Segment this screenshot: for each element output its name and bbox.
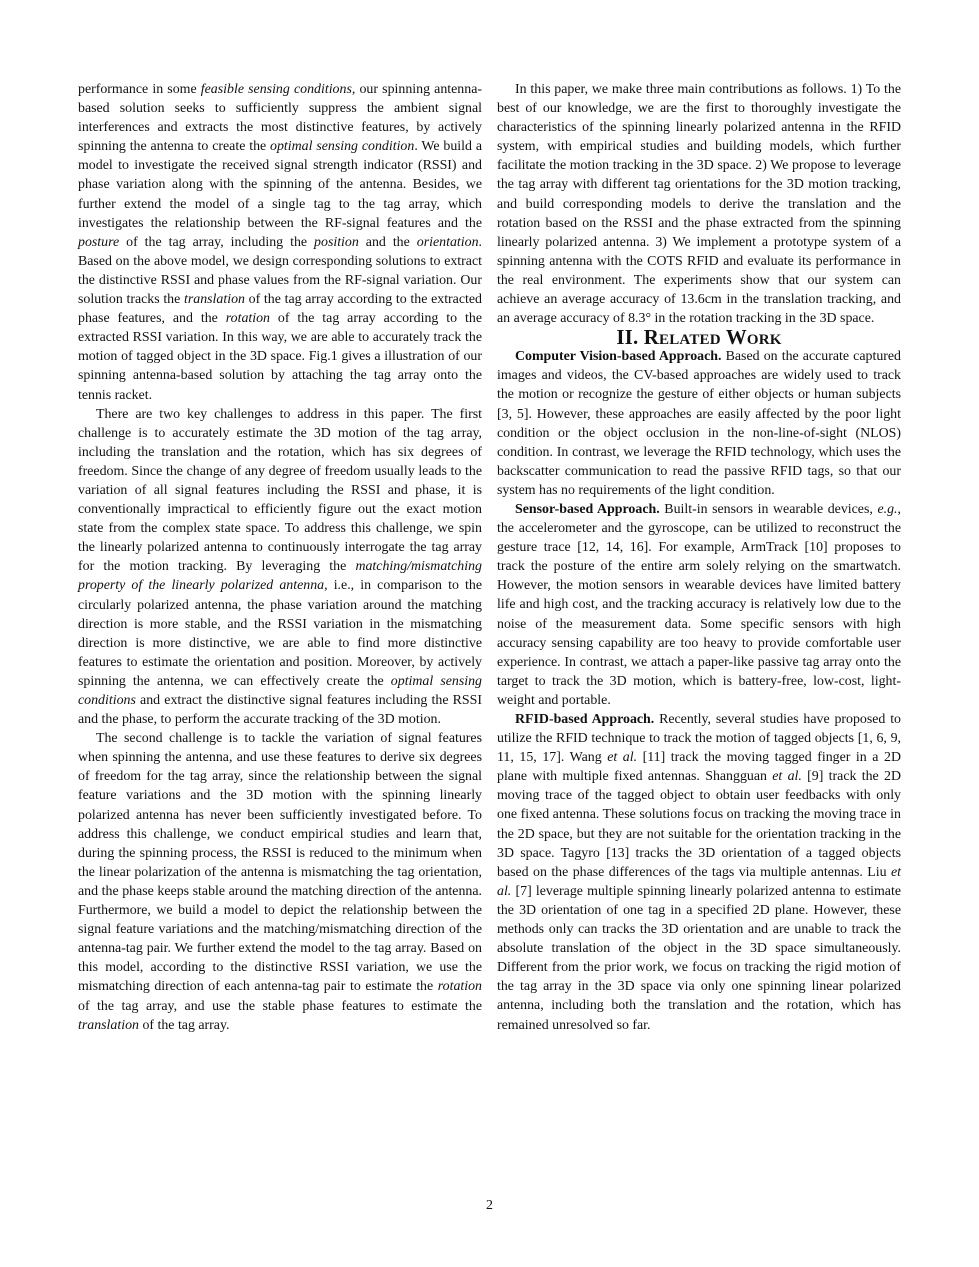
sensor-approach-paragraph: Sensor-based Approach. Built-in sensors in wearable devices, e.g., the accelerometer and the gyroscope, can be utilized to reconstruct the gesture trace [12, 14, 16]. For example, ArmTrack [10] proposes to track the posture of the entire arm solely relying on the smartwatch. However, the motion sensors in wearable devices have limited battery life and high cost, and the tracking accuracy is relatively low due to the noise of the measurement data. Some specific sensors with high accuracy sensing capability are too heavy to provide comfortable user experience. In contrast, we attach a paper-like passive tag array onto the target to track the 3D motion, which is battery-free, low-cost, light-weight and portable. bbox=[497, 501, 901, 708]
right-column bbox=[497, 80, 901, 1035]
cv-approach-heading: Computer Vision-based Approach. bbox=[515, 349, 722, 365]
second-challenge-paragraph: The second challenge is to tackle the variation of signal features when spinning the antenna, and use these features to derive six degrees of freedom for the tag array, since the relationship between the signal feature variations and the 3D motion with the spinning linearly polarized antenna has never been sufficiently investigated before. To address this challenge, we conduct empirical studies and learn that, during the spinning process, the RSSI is reduced to the minimum when the linear polarization of the antenna is mismatching the tag orientation, and the phase keeps stable around the matching direction of the antenna. Furthermore, we build a model to depict the relationship between the signal feature variations and the matching/mismatching direction of the antenna-tag pair. We further extend the model to the tag array. Based on this model, according to the distinctive RSSI variation, we use the mismatching direction of each antenna-tag pair to estimate the rotation of the tag array, and use the stable phase features to estimate the translation of the tag array. bbox=[78, 731, 482, 1033]
sensor-approach-heading: Sensor-based Approach. bbox=[515, 501, 660, 517]
first-challenge-paragraph: There are two key challenges to address in this paper. The first challenge is to accurately estimate the 3D motion of the tag array, including the translation and the rotation, which has six degrees of freedom. Since the change of any degree of freedom usually leads to the variation of all signal features including the RSSI and phase, it is conventionally impractical to efficiently figure out the exact motion state from the complex state space. To address this challenge, we spin the linearly polarized antenna to continuously interrogate the tag array for the motion tracking. By leveraging the matching/mismatching property of the linearly polarized antenna, i.e., in comparison to the circularly polarized antenna, the phase variation around the matching direction is more stable, and the RSSI variation in the mismatching direction is more distinctive, we are able to find more distinctive features to estimate the orientation and position. Moreover, by actively spinning the antenna, we can effectively create the optimal sensing conditions and extract the distinctive signal features including the RSSI and the phase, to perform the accurate tracking of the 3D motion. bbox=[78, 406, 482, 728]
section-title-related-work: II. Related Work bbox=[616, 325, 782, 350]
intro-paragraph-continued: performance in some feasible sensing conditions, our spinning antenna-based solution seeks to sufficiently suppress the ambient signal interferences and extracts the most distinctive features, by actively spinning the antenna to create the optimal sensing condition. We build a model to investigate the received signal strength indicator (RSSI) and phase variation along with the spinning of the antenna. Besides, we further extend the model of a single tag to the tag array, which investigates the relationship between the RF-signal features and the posture of the tag array, including the position and the orientation. Based on the above model, we design corresponding solutions to extract the distinctive RSSI and phase values from the RF-signal variation. Our solution tracks the translation of the tag array according to the extracted phase features, and the rotation of the tag array according to the extracted RSSI variation. In this way, we are able to accurately track the motion of tagged object in the 3D space. Fig.1 gives a illustration of our spinning antenna-based solution by attaching the tag array onto the tennis racket. bbox=[78, 82, 483, 403]
page-number: 2 bbox=[486, 1198, 493, 1213]
left-column bbox=[78, 80, 482, 1035]
contributions-paragraph: In this paper, we make three main contributions as follows. 1) To the best of our knowledge, we are the first to thoroughly investigate the characteristics of the spinning linearly polarized antenna in the RFID system, with empirical studies and building models, which further facilitate the motion tracking in the 3D space. 2) We propose to leverage the tag array with different tag orientations for the 3D motion tracking, and build corresponding models to derive the translation and the rotation based on the RSSI and the phase extracted from the spinning linearly polarized antenna. 3) We implement a prototype system of a spinning antenna with the COTS RFID and evaluate its performance in the real environment. The experiments show that our system can achieve an average accuracy of 13.6cm in the translation tracking, and an average accuracy of 8.3° in the rotation tracking in the 3D space. bbox=[497, 82, 901, 327]
rfid-approach-paragraph: RFID-based Approach. Recently, several studies have proposed to utilize the RFID technique to track the motion of tagged objects [1, 6, 9, 11, 15, 17]. Wang et al. [11] track the moving tagged finger in a 2D plane with multiple fixed antennas. Shangguan et al. [9] track the 2D moving trace of the tagged object to obtain user feedbacks with only one fixed antenna. These solutions focus on tracking the moving trace in the 2D space, but they are not suitable for the orientation tracking in the 3D space. Tagyro [13] tracks the 3D orientation of a tagged objects based on the phase differences of the tags via multiple antennas. Liu et al. [7] leverage multiple spinning linearly polarized antenna to estimate the 3D orientation of one tag in a specified 2D plane. However, these methods only can tracks the 3D orientation and are unable to track the absolute translation of the object in the 3D space simultaneously. Different from the prior work, we focus on tracking the rigid motion of the tag array in the 3D space via only one spinning linear polarized antenna, including both the translation and the rotation, which has remained unresolved so far. bbox=[497, 712, 902, 1033]
cv-approach-paragraph: Computer Vision-based Approach. Based on the accurate captured images and videos, the CV-based approaches are widely used to track the motion or recognize the gesture of either objects or human subjects [3, 5]. However, these approaches are easily affected by the poor light condition or the object occlusion in the non-line-of-sight (NLOS) condition. In contrast, we leverage the RFID technology, which uses the backscatter communication to read the passive RFID tags, so that our system has no requirements of the light condition. bbox=[497, 349, 902, 498]
rfid-approach-heading: RFID-based Approach. bbox=[515, 712, 655, 727]
